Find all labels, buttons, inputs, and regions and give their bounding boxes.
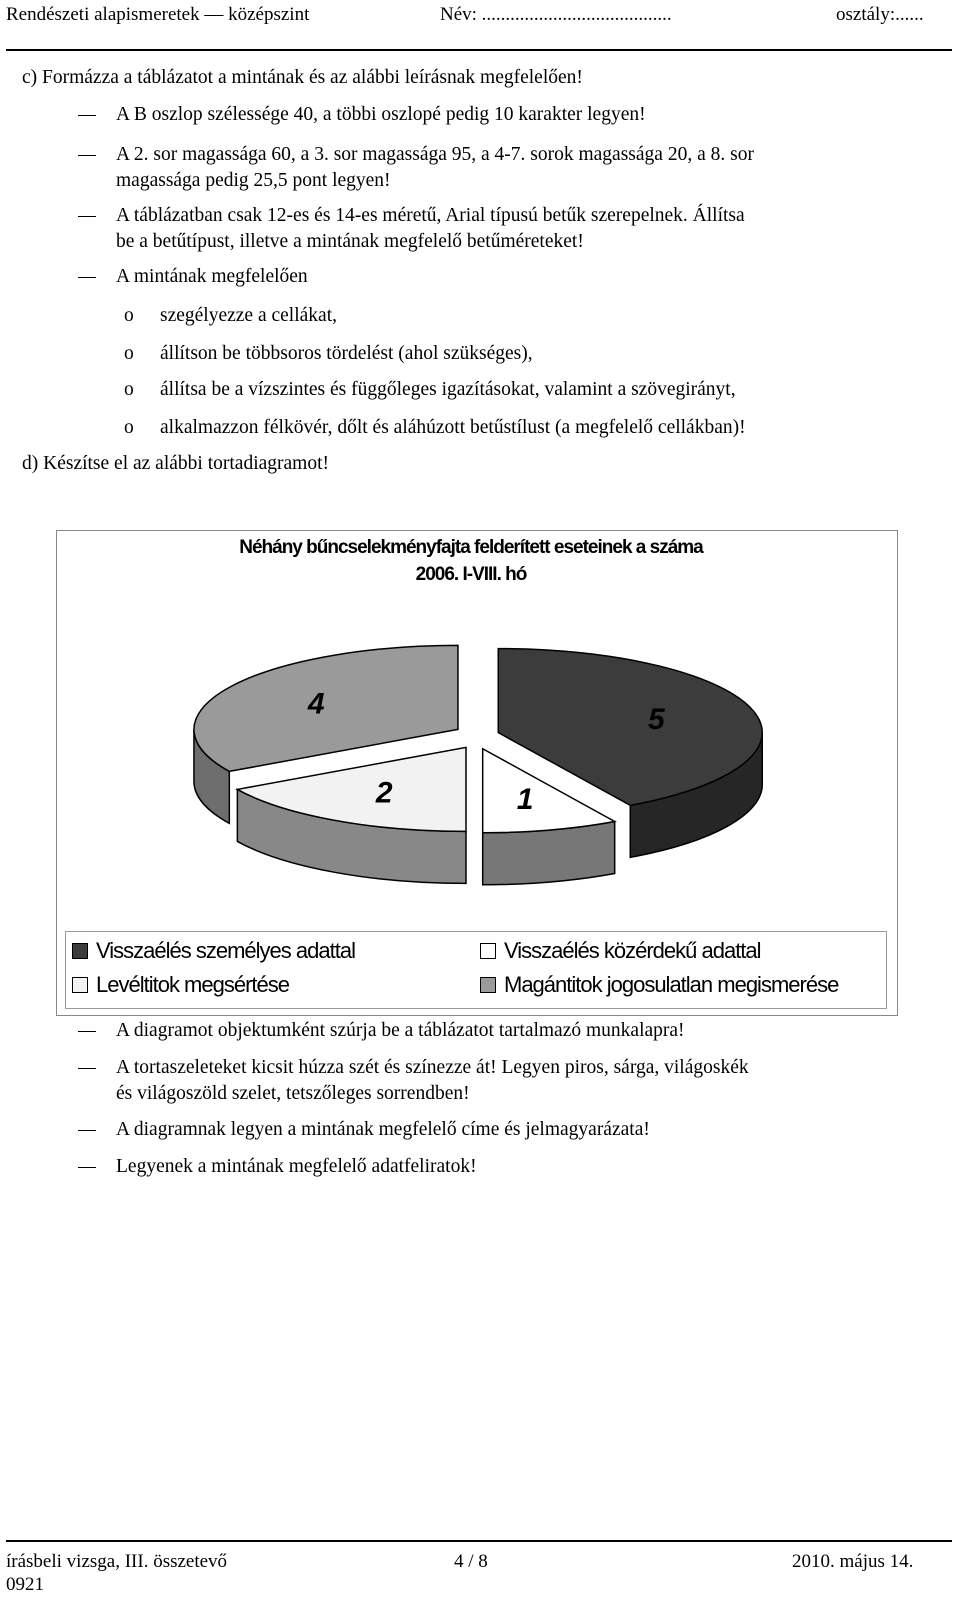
pie-data-label: 1: [516, 783, 534, 817]
dash-bullet: [78, 1167, 96, 1168]
footer-divider: [6, 1540, 952, 1542]
section-c-item: A mintának megfelelően: [116, 266, 308, 287]
chart-title: Néhány bűncselekményfajta felderített eseteinek a száma: [239, 537, 703, 558]
footer-date: 2010. május 14.: [792, 1551, 914, 1572]
dash-bullet: [78, 155, 96, 156]
legend-item: [72, 972, 289, 998]
pie-data-label: 2: [375, 776, 393, 810]
dash-bullet: [78, 1130, 96, 1131]
legend-item: [480, 938, 761, 964]
chart-subtitle: 2006. I-VIII. hó: [415, 564, 527, 585]
dash-bullet: [78, 1068, 96, 1069]
legend-label: Magántitok jogosulatlan megismerése: [504, 972, 839, 997]
legend-swatch: [72, 977, 88, 993]
dash-bullet: [78, 277, 96, 278]
section-d-intro: d) Készítse el az alábbi tortadiagramot!: [22, 453, 329, 474]
section-c-item: A 2. sor magassága 60, a 3. sor magassága 95, a 4-7. sorok magassága 20, a 8. sor: [116, 144, 754, 165]
dash-bullet: [78, 216, 96, 217]
header-title: Rendészeti alapismeretek — középszint: [6, 4, 310, 25]
legend-label: Visszaélés személyes adattal: [96, 938, 355, 963]
sub-bullet: o: [124, 305, 134, 326]
legend-label: Levéltitok megsértése: [96, 972, 289, 997]
pie-data-label: 4: [307, 687, 325, 721]
after-item: A diagramnak legyen a mintának megfelelő címe és jelmagyarázata!: [116, 1119, 650, 1140]
header-name-field: Név: ........................................: [440, 4, 672, 25]
dash-bullet: [78, 1031, 96, 1032]
legend-item: [480, 972, 838, 998]
dash-bullet: [78, 115, 96, 116]
header-divider: [6, 49, 952, 51]
footer-left: írásbeli vizsga, III. összetevő: [6, 1551, 228, 1572]
pie-chart-plot: [57, 531, 897, 931]
section-c-item-cont: be a betűtípust, illetve a mintának megfelelő betűméreteket!: [116, 231, 584, 252]
legend-item: [72, 938, 355, 964]
after-item: Legyenek a mintának megfelelő adatfeliratok!: [116, 1156, 477, 1177]
footer-code: 0921: [6, 1574, 44, 1595]
after-item: A tortaszeleteket kicsit húzza szét és színezze át! Legyen piros, sárga, világoskék: [116, 1057, 749, 1078]
after-item: A diagramot objektumként szúrja be a táblázatot tartalmazó munkalapra!: [116, 1020, 685, 1041]
pie-slice-top: [194, 645, 458, 771]
pie-data-label: 5: [648, 703, 665, 737]
section-c-subitem: alkalmazzon félkövér, dőlt és aláhúzott betűstílust (a megfelelő cellákban)!: [160, 417, 746, 438]
section-c-item: A táblázatban csak 12-es és 14-es méretű, Arial típusú betűk szerepelnek. Állítsa: [116, 205, 745, 226]
section-c-item-cont: magassága pedig 25,5 pont legyen!: [116, 170, 391, 191]
section-c-subitem: szegélyezze a cellákat,: [160, 305, 337, 326]
chart-legend: [65, 931, 887, 1009]
section-c-subitem: állítsa be a vízszintes és függőleges igazításokat, valamint a szövegirányt,: [160, 379, 736, 400]
section-c-intro: c) Formázza a táblázatot a mintának és az alábbi leírásnak megfelelően!: [22, 67, 583, 88]
sub-bullet: o: [124, 343, 134, 364]
pie-slice: [237, 747, 466, 883]
sub-bullet: o: [124, 379, 134, 400]
legend-swatch: [480, 943, 496, 959]
section-c-subitem: állítson be többsoros tördelést (ahol szükséges),: [160, 343, 533, 364]
pie-chart: [56, 530, 898, 1016]
sub-bullet: o: [124, 417, 134, 438]
after-item-cont: és világoszöld szelet, tetszőleges sorrendben!: [116, 1083, 470, 1104]
legend-label: Visszaélés közérdekű adattal: [504, 938, 761, 963]
section-c-item: A B oszlop szélessége 40, a többi oszlopé pedig 10 karakter legyen!: [116, 104, 646, 125]
legend-swatch: [72, 943, 88, 959]
header-class-field: osztály:......: [836, 4, 924, 25]
page-header: [0, 0, 960, 52]
footer-page-number: 4 / 8: [454, 1551, 488, 1572]
legend-swatch: [480, 977, 496, 993]
